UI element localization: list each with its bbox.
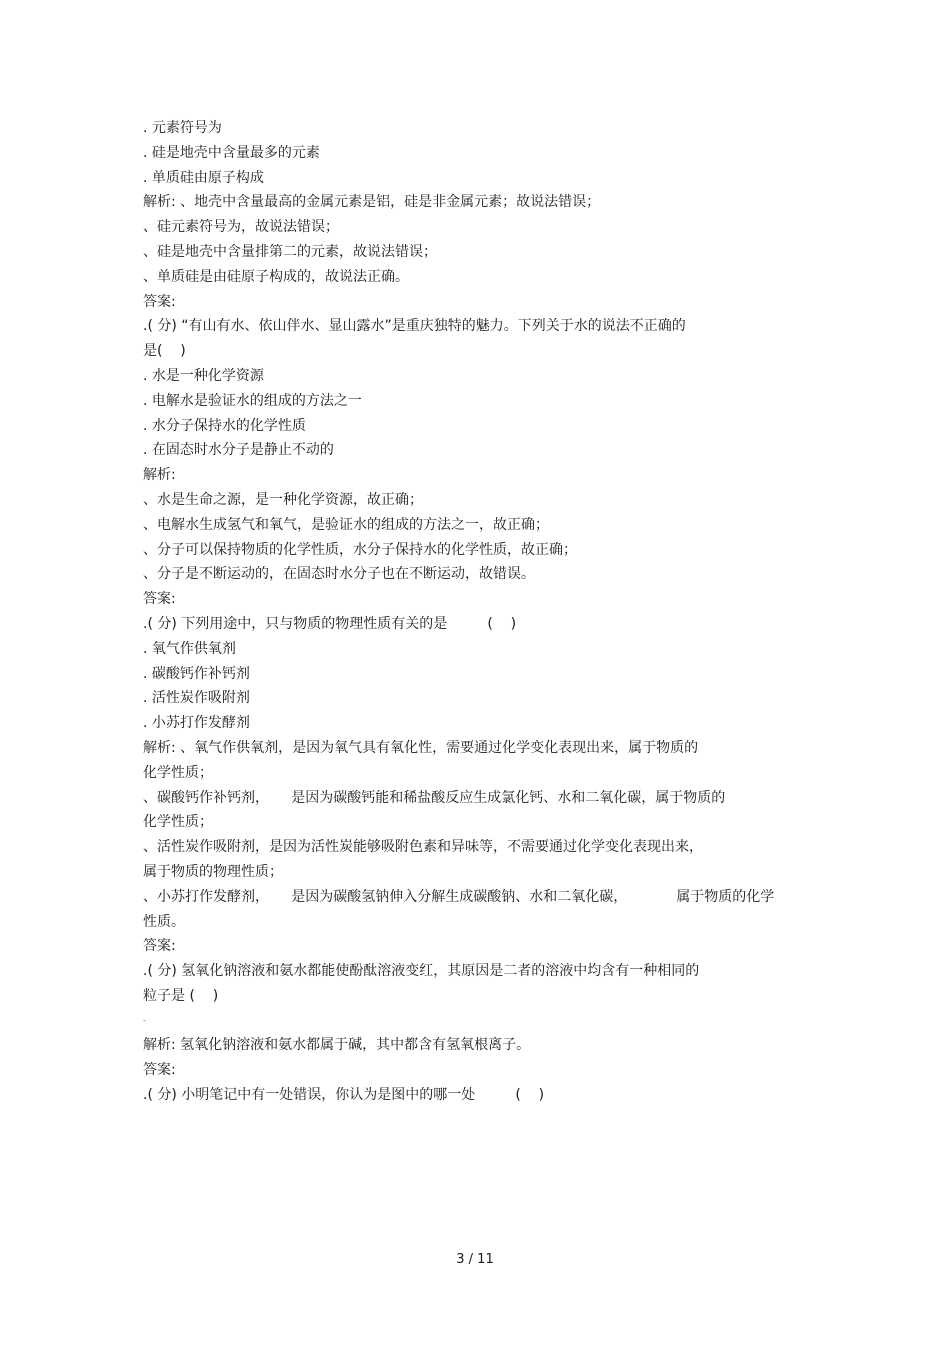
text-line: 是( )	[143, 343, 186, 360]
text-line: . 活性炭作吸附剂	[143, 690, 250, 707]
text-line: . 氧气作供氧剂	[143, 640, 236, 657]
text-line: 解析: 、地壳中含量最高的金属元素是铝，硅是非金属元素；故说法错误；	[143, 194, 601, 211]
text-line: . 水分子保持水的化学性质	[143, 417, 306, 434]
text-line: 答案:	[143, 293, 176, 310]
text-line: 答案:	[143, 938, 176, 955]
text-line: 、活性炭作吸附剂，是因为活性炭能够吸附色素和异味等，不需要通过化学变化表现出来，	[143, 839, 703, 856]
text-line: 、碳酸钙作补钙剂， 是因为碳酸钙能和稀盐酸反应生成氯化钙、水和二氧化碳，属于物质的	[143, 789, 726, 806]
text-line: 、水是生命之源，是一种化学资源，故正确；	[143, 491, 423, 508]
text-line: . 小苏打作发酵剂	[143, 715, 250, 732]
text-line: 化学性质；	[143, 814, 213, 831]
text-line: .( 分) 氢氧化钠溶液和氨水都能使酚酞溶液变红，其原因是二者的溶液中均含有一种相同的	[143, 963, 700, 980]
text-line: 答案:	[143, 1062, 176, 1079]
text-line: . 单质硅由原子构成	[143, 169, 264, 186]
text-line: 、分子可以保持物质的化学性质，水分子保持水的化学性质，故正确；	[143, 541, 577, 558]
text-line: 化学性质；	[143, 764, 213, 781]
text-line: . 电解水是验证水的组成的方法之一	[143, 392, 362, 409]
text-line: . 水是一种化学资源	[143, 367, 264, 384]
text-line: . 元素符号为	[143, 120, 222, 136]
text-line: . 在固态时水分子是静止不动的	[143, 442, 334, 459]
text-line: .( 分) 下列用途中，只与物质的物理性质有关的是 ( )	[143, 615, 517, 632]
text-line: 、分子是不断运动的，在固态时水分子也在不断运动，故错误。	[143, 566, 535, 583]
text-line: 、硅元素符号为，故说法错误；	[143, 219, 339, 236]
page-number: 3 / 11	[456, 1252, 494, 1267]
text-line: 、单质硅是由硅原子构成的，故说法正确。	[143, 268, 409, 285]
text-line: 、硅是地壳中含量排第二的元素，故说法错误；	[143, 243, 437, 260]
text-line: . 硅是地壳中含量最多的元素	[143, 144, 320, 161]
text-line: .( 分) 小明笔记中有一处错误，你认为是图中的哪一处 ( )	[143, 1087, 545, 1104]
text-line: .( 分) “有山有水、依山伴水、显山露水”是重庆独特的魅力。下列关于水的说法不正确的	[143, 318, 686, 335]
text-line: 性质。	[143, 913, 185, 930]
text-line: 答案:	[143, 591, 176, 608]
text-line: -	[143, 1015, 146, 1025]
page-content	[143, 116, 823, 1108]
text-line: 粒子是 ( )	[143, 987, 219, 1004]
text-line: 解析:	[143, 467, 176, 484]
text-line: 、小苏打作发酵剂， 是因为碳酸氢钠伸入分解生成碳酸钠、水和二氧化碳， 属于物质的化学	[143, 888, 775, 905]
text-line: 解析: 、氧气作供氧剂，是因为氧气具有氧化性，需要通过化学变化表现出来，属于物质的	[143, 739, 699, 756]
text-line: 属于物质的物理性质；	[143, 863, 283, 880]
text-line: 、电解水生成氢气和氧气，是验证水的组成的方法之一，故正确；	[143, 516, 549, 533]
text-line: . 碳酸钙作补钙剂	[143, 665, 250, 682]
text-line: 解析: 氢氧化钠溶液和氨水都属于碱，其中都含有氢氧根离子。	[143, 1037, 531, 1054]
